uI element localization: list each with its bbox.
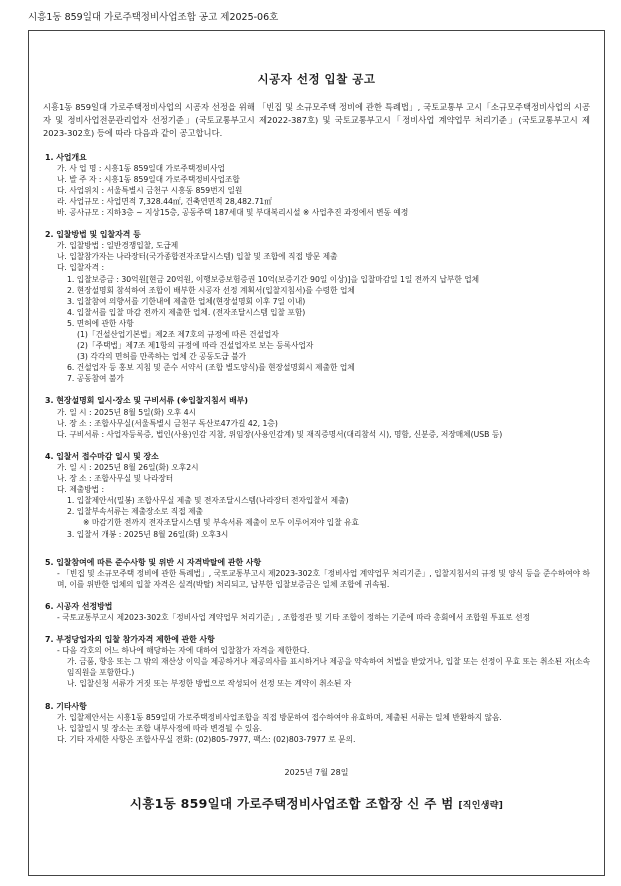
signatory-name: 시흥1동 859일대 가로주택정비사업조합 조합장 신 주 범 [129,795,454,811]
qualification-item: 2. 현장설명회 참석하여 조합이 배부한 시공자 선정 계획서(입찰지침서)를 수령한 업체 [67,285,355,295]
section-title: 3. 현장설명회 일시·장소 및 구비서류 (※입찰지침서 배부) [45,396,248,406]
qualification-item: 3. 입찰참여 의향서를 기한내에 제출한 업체(현장설명회 이후 7일 이내) [67,296,306,306]
selection-body: - 국토교통부고시 제2023-302호「정비사업 계약업무 처리기준」, 조합정관 및 기타 조합이 정하는 기준에 따라 총회에서 조합원 투표로 선정 [57,612,530,622]
signature-block [43,794,590,812]
qualification-item: 7. 공동참여 불가 [67,374,124,384]
section-bidding-method [43,229,590,384]
section-restriction [43,634,590,689]
section-submission [43,451,590,540]
overview-line: 라. 사업규모 : 사업면적 7,328.44㎡, 건축연면적 28,482.71㎡ [57,196,272,206]
section-selection [43,601,590,623]
qualification-item: 5. 면허에 관한 사항 [67,318,134,328]
section-title: 7. 부정당업자의 입찰 참가자격 제한에 관한 사항 [45,635,215,645]
qualification-item: 1. 입찰보증금 : 30억원[현금 20억원, 이행보증보험증권 10억(보증기간 90일 이상)]을 입찰마감일 1일 전까지 납부한 업체 [67,274,480,284]
briefing-line: 다. 구비서류 : 사업자등록증, 법인(사용)인감 지참, 위임장(사용인감계) 및 재직증명서(대리참석 시), 명함, 신분증, 저장매체(USB 등) [57,429,503,439]
misc-line: 가. 입찰제안서는 시흥1동 859일대 가로주택정비사업조합을 직접 방문하여 접수하여야 유효하며, 제출된 서류는 일체 반환하지 않음. [57,712,502,722]
bid-method-line: 나. 입찰참가자는 나라장터(국가종합전자조달시스템) 입찰 및 조합에 직접 방문 제출 [57,252,338,262]
submission-item: 1. 입찰제안서(밀봉) 조합사무실 제출 및 전자조달시스템(나라장터 전자입찰서 제출) [67,496,349,506]
submission-line: 가. 일 시 : 2025년 8월 26일(화) 오후2시 [57,462,199,472]
section-title: 8. 기타사항 [45,701,87,711]
section-title: 6. 시공자 선정방법 [45,601,113,611]
seal-omitted-note: [직인생략] [458,800,504,811]
misc-line: 나. 입찰일시 및 장소는 조합 내부사정에 따라 변경될 수 있음. [57,723,263,733]
section-title: 5. 입찰참여에 따른 준수사항 및 위반 시 자격박탈에 관한 사항 [45,557,262,567]
submission-note: ※ 마감기한 전까지 전자조달시스템 및 부속서류 제출이 모두 이루어져야 입찰 유효 [83,518,359,528]
section-misc [43,701,590,745]
section-compliance [43,557,590,590]
overview-line: 나. 발 주 자 : 시흥1동 859일대 가로주택정비사업조합 [57,174,240,184]
misc-line: 다. 기타 자세한 사항은 조합사무실 전화: (02)805-7977, 팩스: (02)803-7977 로 문의. [57,734,356,744]
submission-item: 2. 입찰부속서류는 제출장소로 직접 제출 [67,507,203,517]
notice-date: 2025년 7월 28일 [284,767,349,777]
bid-qualification-label: 다. 입찰자격 : [57,263,105,273]
section-title: 4. 입찰서 접수마감 일시 및 장소 [45,451,159,461]
restriction-item: 나. 입찰신청 서류가 거짓 또는 부정한 방법으로 작성되어 선정 또는 계약이 취소된 자 [67,679,352,689]
submission-item: 3. 입찰서 개봉 : 2025년 8월 26일(화) 오후3시 [67,529,229,539]
restriction-item: 가. 금품, 향응 또는 그 밖의 재산상 이익을 제공하거나 제공의사를 표시하거나 제공을 약속하여 처벌을 받았거나, 입찰 또는 선정이 무효 또는 취소된 자(소속 임직원을 포함한다.) [67,657,590,678]
notice-title: 시공자 선정 입찰 공고 [257,72,376,86]
section-title: 2. 입찰방법 및 입찰자격 등 [45,230,141,240]
briefing-line: 나. 장 소 : 조합사무실(서울특별시 금천구 독산로47가길 42, 1층) [57,418,278,428]
notice-frame [28,30,605,876]
document-number: 시흥1동 859일대 가로주택정비사업조합 공고 제2025-06호 [28,12,279,23]
overview-line: 가. 사 업 명 : 시흥1동 859일대 가로주택정비사업 [57,163,225,173]
submission-method-label: 다. 제출방법 : [57,485,105,495]
intro-paragraph: 시흥1동 859일대 가로주택정비사업의 시공자 선정을 위해 「빈집 및 소규모주택 정비에 관한 특례법」, 국토교통부 고시「소규모주택정비사업의 시공자 및 정비사업전문관리업자 선정기준」(국토교통부고시 제2022-387호) 및 국토교통부고시「정비사업 계약업무 처리기준」(국토교통부고시 제2023-302호) 등에 따라 다음과 같이 공고합니다. [43,102,590,139]
qualification-item: 6. 건설업자 등 홍보 지침 및 준수 서약서 (조합 별도양식)를 현장설명회시 제출한 업체 [67,363,355,373]
license-subitem: (3) 각각의 면허를 만족하는 업체 간 공동도급 불가 [77,352,247,362]
restriction-lead: - 다음 각호의 어느 하나에 해당하는 자에 대하여 입찰참가 자격을 제한한다. [57,646,310,656]
bid-method-line: 가. 입찰방법 : 일반경쟁입찰, 도급제 [57,241,179,251]
briefing-line: 가. 일 시 : 2025년 8월 5일(화) 오후 4시 [57,407,197,417]
section-briefing [43,395,590,439]
qualification-item: 4. 입찰서를 입찰 마감 전까지 제출한 업체. (전자조달시스템 입찰 포함) [67,307,306,317]
submission-line: 나. 장 소 : 조합사무실 및 나라장터 [57,474,174,484]
license-subitem: (2)「주택법」제7조 제1항의 규정에 따라 건설업자로 보는 등록사업자 [77,341,314,351]
section-overview [43,152,590,219]
license-subitem: (1)「건설산업기본법」제2조 제7호의 규정에 따른 건설업자 [77,330,279,340]
overview-line: 바. 공사규모 : 지하3층 ~ 지상15층, 공동주택 187세대 및 부대복리시설 ※ 사업추진 과정에서 변동 예정 [57,208,409,218]
compliance-body: - 「빈집 및 소규모주택 정비에 관한 특례법」, 국토교통부고시 제2023-302호「정비사업 계약업무 처리기준」, 입찰지침서의 규정 및 양식 등을 준수하여야 하며, 이를 위반한 업체의 입찰 자격은 실격(박탈) 처리되고, 납부한 입찰보증금은 일체 조합에 귀속됨. [57,568,590,589]
section-title: 1. 사업개요 [45,152,87,162]
overview-line: 다. 사업위치 : 서울특별시 금천구 시흥동 859번지 일원 [57,185,243,195]
